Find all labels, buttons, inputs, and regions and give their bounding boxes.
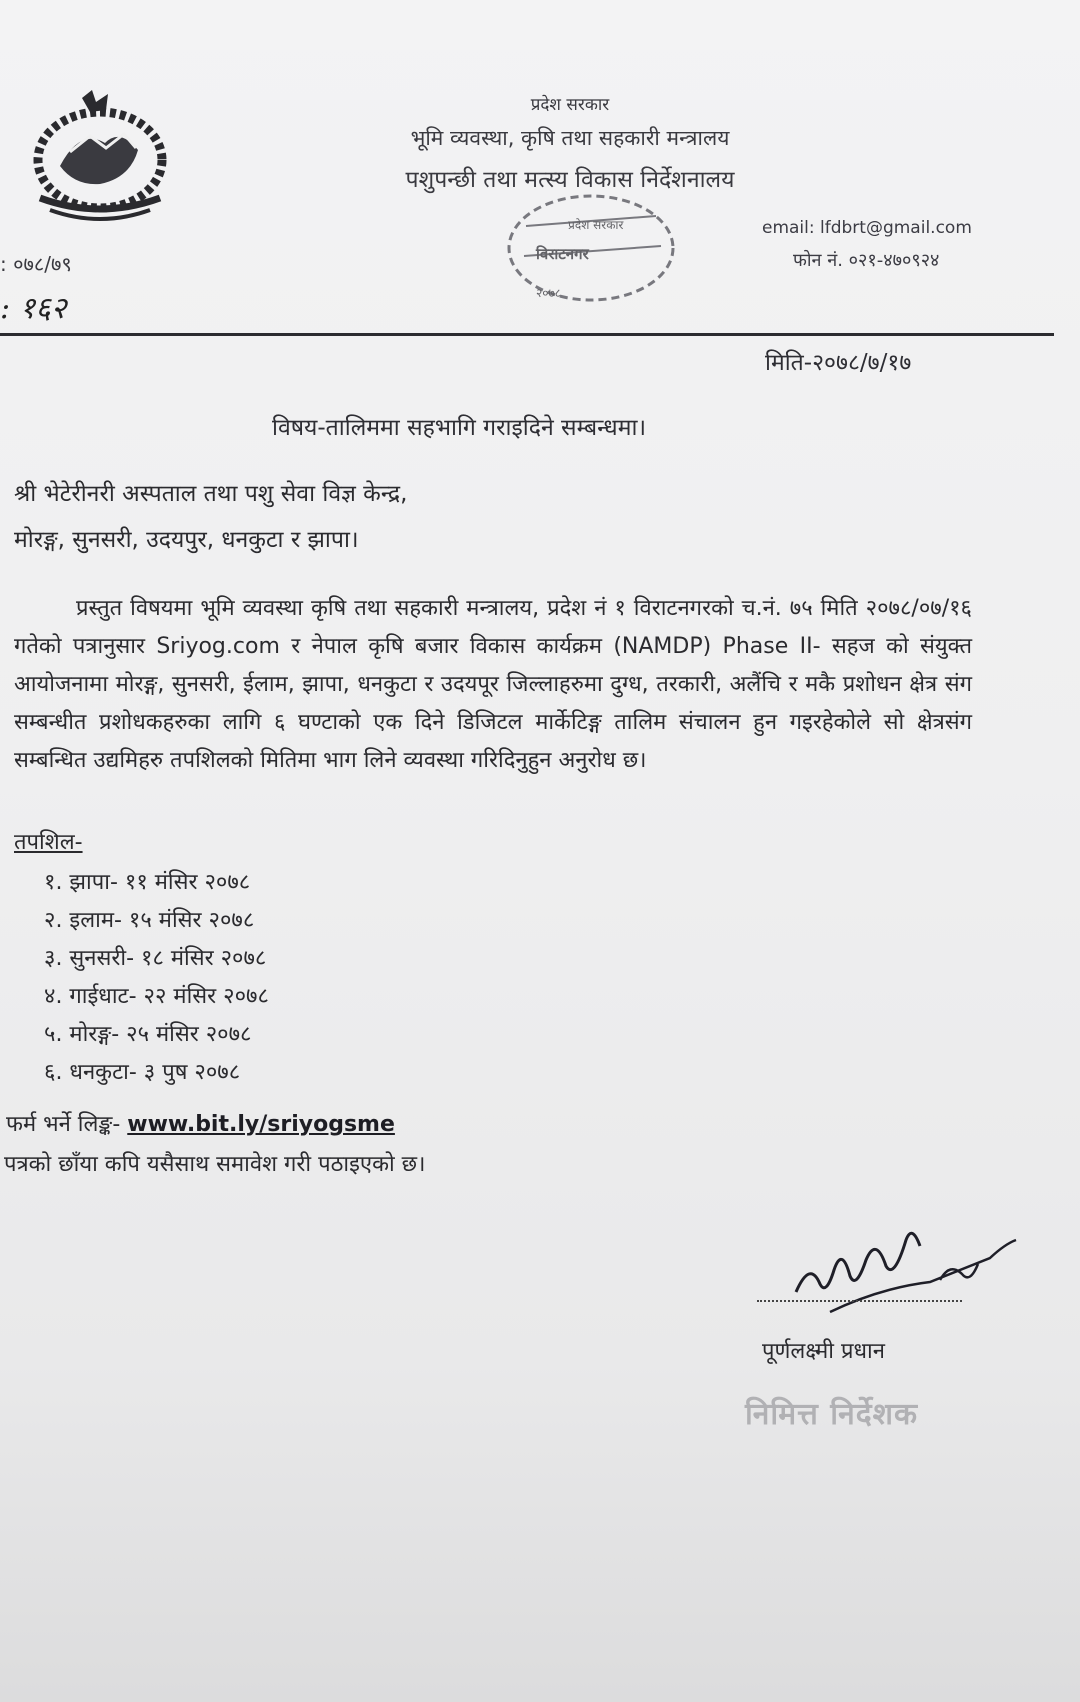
form-link-line [6,1108,395,1138]
schedule-item: १. झापा- ११ मंसिर २०७८ [44,870,251,895]
schedule-list [44,864,269,1092]
nepal-emblem-icon [20,88,180,228]
form-link[interactable]: www.bit.ly/sriyogsme [127,1112,395,1137]
header-ministry: भूमि व्यवस्था, कृषि तथा सहकारी मन्त्रालय [410,126,730,150]
schedule-item: ६. धनकुटा- ३ पुष २०७८ [44,1060,241,1085]
header-directorate: पशुपन्छी तथा मत्स्य विकास निर्देशनालय [405,167,735,193]
header-rule [0,333,1054,336]
addressee-line-2: मोरङ्ग, सुनसरी, उदयपुर, धनकुटा र झापा। [14,527,359,553]
stamp-line-1: प्रदेश सरकार [568,218,624,232]
form-link-label: फर्म भर्ने लिङ्क- [6,1112,128,1137]
schedule-item: ३. सुनसरी- १८ मंसिर २०७८ [44,946,267,971]
signer-designation-stamp: निमित्त निर्देशक [745,1397,919,1432]
office-stamp [496,186,686,316]
schedule-item: २. इलाम- १५ मंसिर २०७८ [44,908,255,933]
stamp-line-2: विराटनगर [536,245,589,263]
handwritten-signature [790,1200,1030,1320]
signer-name: पूर्णलक्ष्मी प्रधान [762,1339,885,1364]
copy-note: पत्रको छाँया कपि यसैसाथ समावेश गरी पठाइएको छ। [4,1152,426,1177]
letter-body: प्रस्तुत विषयमा भूमि व्यवस्था कृषि तथा सहकारी मन्त्रालय, प्रदेश नं १ विराटनगरको च.नं. ७५ मिति २०७८/०७/१६ गतेको पत्रानुसार Sriyog.com र नेपाल कृषि बजार विकास कार्यक्रम (NAMDP) Phase II- सहज को संयुक्त आयोजनामा मोरङ्ग, सुनसरी, ईलाम, झापा, धनकुटा र उदयपूर जिल्लाहरुमा दुग्ध, तरकारी, अलैंचि र मकै प्रशोधन क्षेत्र संग सम्बन्धीत प्रशोधकहरुका लागि ६ घण्टाको एक दिने डिजिटल मार्केटिङ्ग तालिम संचालन हुन गइरहेकोले सो क्षेत्रसंग सम्बन्धित उद्यमिहरु तपशिलको मितिमा भाग लिने व्यवस्था गरिदिनुहुन अनुरोध छ। [14,596,972,773]
dispatch-number: : १६२ [0,291,67,326]
schedule-item: ५. मोरङ्ग- २५ मंसिर २०७८ [44,1022,252,1047]
schedule-item: ४. गाईधाट- २२ मंसिर २०७८ [44,984,269,1009]
schedule-heading: तपशिल- [14,830,83,855]
signature-line [757,1300,962,1302]
contact-email: email: lfdbrt@gmail.com [762,218,972,238]
stamp-outline-icon [496,186,686,316]
header-government: प्रदेश सरकार [530,95,610,115]
fiscal-year: : ०७८/७९ [0,252,72,276]
addressee-line-1: श्री भेटेरीनरी अस्पताल तथा पशु सेवा विज्ञ केन्द्र, [14,481,408,507]
stamp-line-3: २०७८ [536,286,561,300]
letter-date: मिति-२०७८/७/१७ [765,350,912,376]
contact-phone: फोन नं. ०२१-४७०९२४ [793,250,940,271]
letter-subject: विषय-तालिममा सहभागि गराइदिने सम्बन्धमा। [272,415,647,441]
